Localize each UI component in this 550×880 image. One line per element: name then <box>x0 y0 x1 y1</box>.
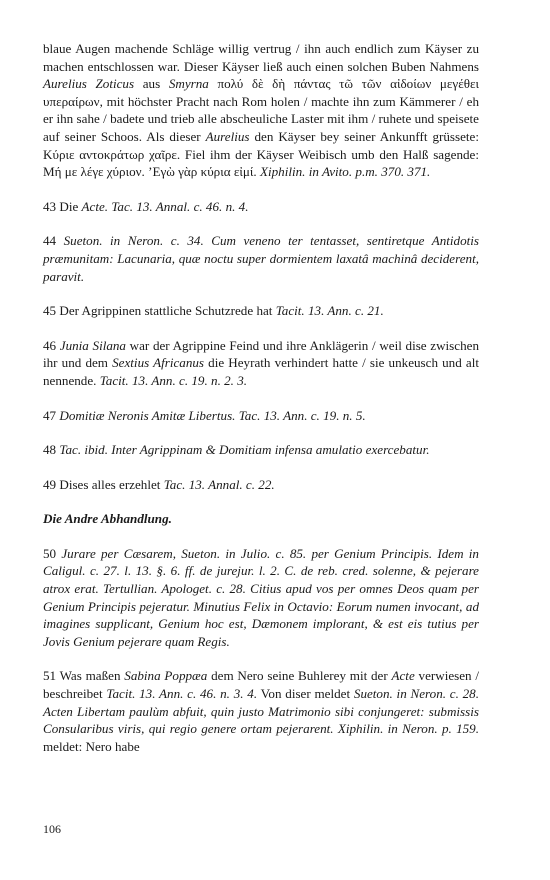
paragraph-gap <box>43 181 479 198</box>
italic-text: Domitiæ Neronis Amitæ Libertus. Tac. 13. Ann. c. 19. n. 5. <box>59 407 366 423</box>
footnote-paragraph <box>43 545 479 651</box>
italic-text: Aurelius Zoticus <box>43 76 135 92</box>
text-run: πολύ δὲ δὴ πάντας τῶ τῶν αἰδοίων μεγέθει υπεραίρων, mit höchster Pracht nach Rom holen / machte ihn zum Kämmerer / eh er ihn sahe / badete und trieb alle abscheuliche Laster mit ihm / ruhete und speisete auf seiner Schoos. Als dieser <box>43 76 480 144</box>
footnote-paragraph <box>43 476 479 494</box>
section-heading: Die Andre Abhandlung. <box>43 511 172 527</box>
footnote-paragraph <box>43 337 479 390</box>
footnote-paragraph <box>43 302 479 320</box>
text-run: 47 <box>43 407 60 423</box>
text-run: die Heyrath verhindert hatte / sie unkeusch und alt nennende. <box>43 355 479 388</box>
paragraph-gap <box>43 390 479 407</box>
text-run: 45 Der Agrippinen stattliche Schutzrede hat <box>43 303 276 319</box>
text-run: blaue Augen machende Schläge willig vertrug / ihn auch endlich zum Käyser zu machen entschlossen war. Dieser Käyser ließ auch einen solchen Buben Nahmens <box>43 41 479 74</box>
text-run: 44 <box>43 233 64 249</box>
italic-text: Junia Silana <box>59 337 126 353</box>
text-run: dem Nero seine Buhlerey mit der <box>207 668 392 684</box>
text-run: den Käyser bey seiner Ankunfft grüssete: Κύριε αντοκράτωρ χαῖρε. Fiel ihm der Käyser Weibisch umb den Halß sagende: Μή με λέγε χύριον. ’Εγὼ γὰρ κύρια εἰμί. <box>43 128 479 180</box>
paragraph-gap <box>43 215 479 232</box>
paragraph-gap <box>43 320 479 337</box>
text-run: 49 Dises alles erzehlet <box>43 476 164 492</box>
italic-text: Sabina Poppæa <box>124 668 208 684</box>
text-run: meldet: Nero habe <box>43 738 140 754</box>
text-run: aus <box>134 76 169 92</box>
text-run: 48 <box>43 442 60 458</box>
footnote-paragraph <box>43 40 479 181</box>
paragraph-gap <box>43 528 479 545</box>
italic-text: Tacit. 13. Ann. c. 21. <box>275 303 384 319</box>
text-run: Von diser meldet <box>257 686 354 702</box>
italic-text: Tacit. 13. Ann. c. 19. n. 2. 3. <box>99 372 248 388</box>
italic-text: Acte. Tac. 13. Annal. c. 46. n. 4. <box>81 198 249 214</box>
text-run: war der Agrippine Feind und ihre Anklägerin / weil dise zwischen ihr und dem <box>43 337 479 371</box>
italic-text: Sueton. in Neron. c. 34. Cum veneno ter tentasset, sentiretque Antidotis præmunitam: Lacunaria, quæ noctu super dormientem laxatâ machinâ deciderent, paravit. <box>43 233 479 284</box>
paragraph-gap <box>43 493 479 510</box>
footnote-paragraph <box>43 407 479 425</box>
italic-text: Sextius Africanus <box>112 355 205 371</box>
italic-text: Acte <box>391 668 415 684</box>
footnote-paragraph <box>43 198 479 216</box>
paragraph-gap <box>43 285 479 302</box>
italic-text: Tacit. 13. Ann. c. 46. n. 3. 4. <box>106 686 258 702</box>
italic-text: Xiphilin. in Avito. p.m. 370. 371. <box>259 164 431 180</box>
italic-text: Aurelius <box>205 128 250 144</box>
italic-text: Smyrna <box>168 76 209 92</box>
text-run: verwiesen / beschreibet <box>43 668 480 702</box>
paragraph-gap <box>43 424 479 441</box>
italic-text: Jurare per Cæsarem, Sueton. in Julio. c. 85. per Genium Principis. Idem in Caligul. c. 27. l. 13. §. 6. ff. de jurejur. l. 2. C. de reb. cred. solenne, & pejerare atrox erat. Tertullian. Apologet. c. 28. Citius apud vos per omnes Deos quam per Genium Principis pejeratur. Minutius Felix in Octavio: Eorum numen invocant, ad imagines supplicant, Genium hoc est, Dæmonem implorant, & est eis tutius per Jovis Genium pejerare quam Regis. <box>43 545 479 649</box>
footnote-paragraph <box>43 441 479 459</box>
italic-text: Sueton. in Neron. c. 28. Acten Libertam paulùm abfuit, quin justo Matrimonio sibi conjungeret: submissis Consularibus viris, qui regio genere ortam pejerarent. Xiphilin. in Neron. p. 159. <box>43 686 480 737</box>
paragraph-gap <box>43 459 479 476</box>
paragraph-gap <box>43 650 479 667</box>
text-run: 46 <box>43 337 60 353</box>
page-number: 106 <box>43 822 61 836</box>
text-run: 43 Die <box>43 198 82 214</box>
italic-text: Tac. ibid. Inter Agrippinam & Domitiam infensa amulatio exercebatur. <box>59 442 430 458</box>
italic-text: Tac. 13. Annal. c. 22. <box>163 476 275 492</box>
footnote-paragraph <box>43 667 479 755</box>
page-body <box>43 40 479 755</box>
footnote-paragraph <box>43 232 479 285</box>
text-run: 50 <box>43 545 62 561</box>
text-run: 51 Was maßen <box>43 668 125 684</box>
